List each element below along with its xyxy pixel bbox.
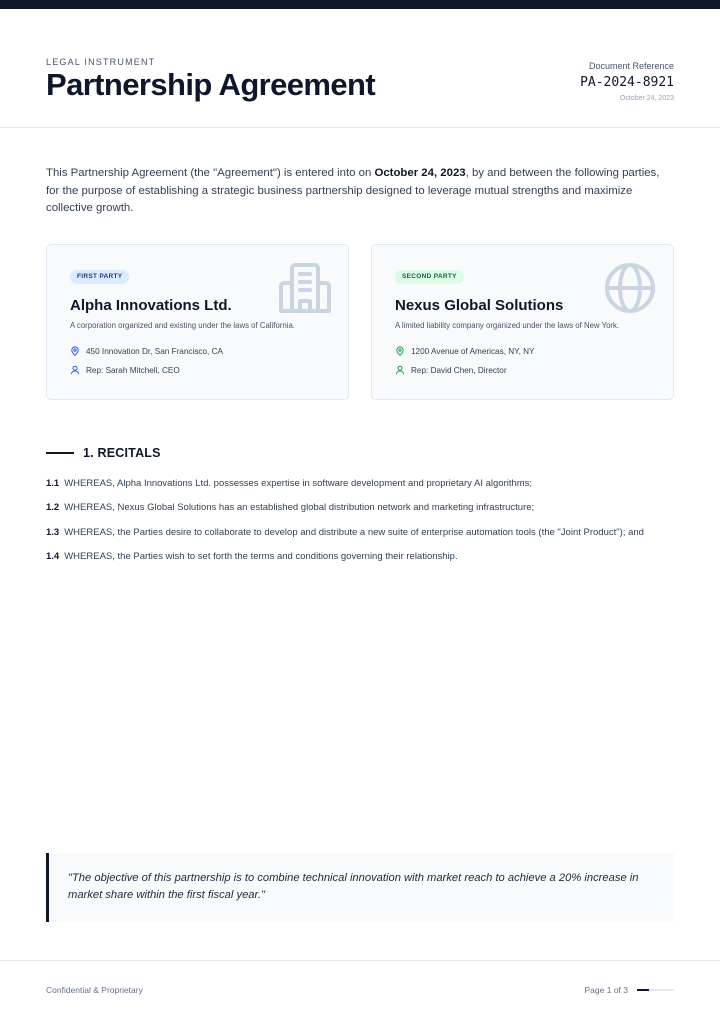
recital-text: WHEREAS, the Parties desire to collaborate to develop and distribute a new suite of enterprise automation tools (the "Joint Product"); and: [64, 527, 644, 538]
document-header: [0, 9, 720, 128]
intro-text-end: , by and between the following parties, for the purpose of establishing a strategic business partnership designed to leverage mutual strengths and maximize collective growth.: [46, 167, 660, 214]
intro-text-start: This Partnership Agreement (the "Agreement") is entered into on: [46, 167, 375, 179]
reference-label: Document Reference: [588, 61, 674, 71]
page-footer: [0, 960, 720, 1018]
recitals-heading: [46, 446, 161, 460]
intro-paragraph: [46, 165, 674, 218]
second-party-representative-text: Rep: David Chen, Director: [411, 365, 507, 375]
recital-number: 1.1: [46, 478, 60, 489]
reference-number: PA-2024-8921: [580, 75, 674, 90]
document-title: Partnership Agreement: [46, 67, 376, 102]
document-eyebrow: LEGAL INSTRUMENT: [46, 57, 156, 67]
page-number: Page 1 of 3: [584, 985, 628, 995]
recital-item: [46, 527, 644, 538]
page-progress-bar: [637, 989, 674, 991]
user-icon: [395, 365, 405, 375]
recital-item: [46, 551, 458, 562]
recital-item: [46, 478, 532, 489]
building-icon: [278, 261, 332, 315]
confidentiality-note: Confidential & Proprietary: [46, 985, 143, 995]
document-reference: [580, 60, 674, 104]
recital-text: WHEREAS, Nexus Global Solutions has an established global distribution network and marketing infrastructure;: [64, 502, 535, 513]
first-party-badge: FIRST PARTY: [70, 270, 129, 284]
recital-text: WHEREAS, the Parties wish to set forth the terms and conditions governing their relationship.: [64, 551, 458, 562]
user-icon: [70, 365, 80, 375]
second-party-card: [371, 244, 674, 400]
first-party-address: [70, 346, 223, 356]
recital-number: 1.2: [46, 502, 60, 513]
first-party-representative-text: Rep: Sarah Mitchell, CEO: [86, 365, 180, 375]
objective-quote: [46, 853, 674, 922]
second-party-representative: [395, 365, 507, 375]
second-party-badge: SECOND PARTY: [395, 270, 464, 284]
map-pin-icon: [395, 346, 405, 356]
recital-item: [46, 502, 534, 513]
second-party-address: [395, 346, 535, 356]
reference-date: October 24, 2023: [619, 95, 674, 102]
first-party-description: A corporation organized and existing under the laws of California.: [70, 321, 295, 330]
page-indicator: [585, 985, 674, 995]
first-party-representative: [70, 365, 180, 375]
second-party-description: A limited liability company organized under the laws of New York.: [395, 321, 620, 330]
first-party-address-text: 450 Innovation Dr, San Francisco, CA: [86, 346, 223, 356]
globe-icon: [603, 261, 657, 315]
recital-number: 1.3: [46, 527, 60, 538]
second-party-name: Nexus Global Solutions: [395, 297, 564, 314]
recital-text: WHEREAS, Alpha Innovations Ltd. possesses expertise in software development and proprietary AI algorithms;: [64, 478, 533, 489]
first-party-name: Alpha Innovations Ltd.: [70, 297, 232, 314]
top-accent-bar: [0, 0, 720, 9]
objective-quote-text: "The objective of this partnership is to combine technical innovation with market reach to achieve a 20% increase in market share within the first fiscal year.": [68, 872, 639, 901]
intro-date: October 24, 2023: [374, 167, 466, 179]
section-rule: [46, 452, 74, 454]
first-party-card: [46, 244, 349, 400]
page-progress-fill: [637, 989, 649, 991]
map-pin-icon: [70, 346, 80, 356]
second-party-address-text: 1200 Avenue of Americas, NY, NY: [411, 346, 535, 356]
recital-number: 1.4: [46, 551, 60, 562]
recitals-title: 1. RECITALS: [83, 446, 161, 460]
